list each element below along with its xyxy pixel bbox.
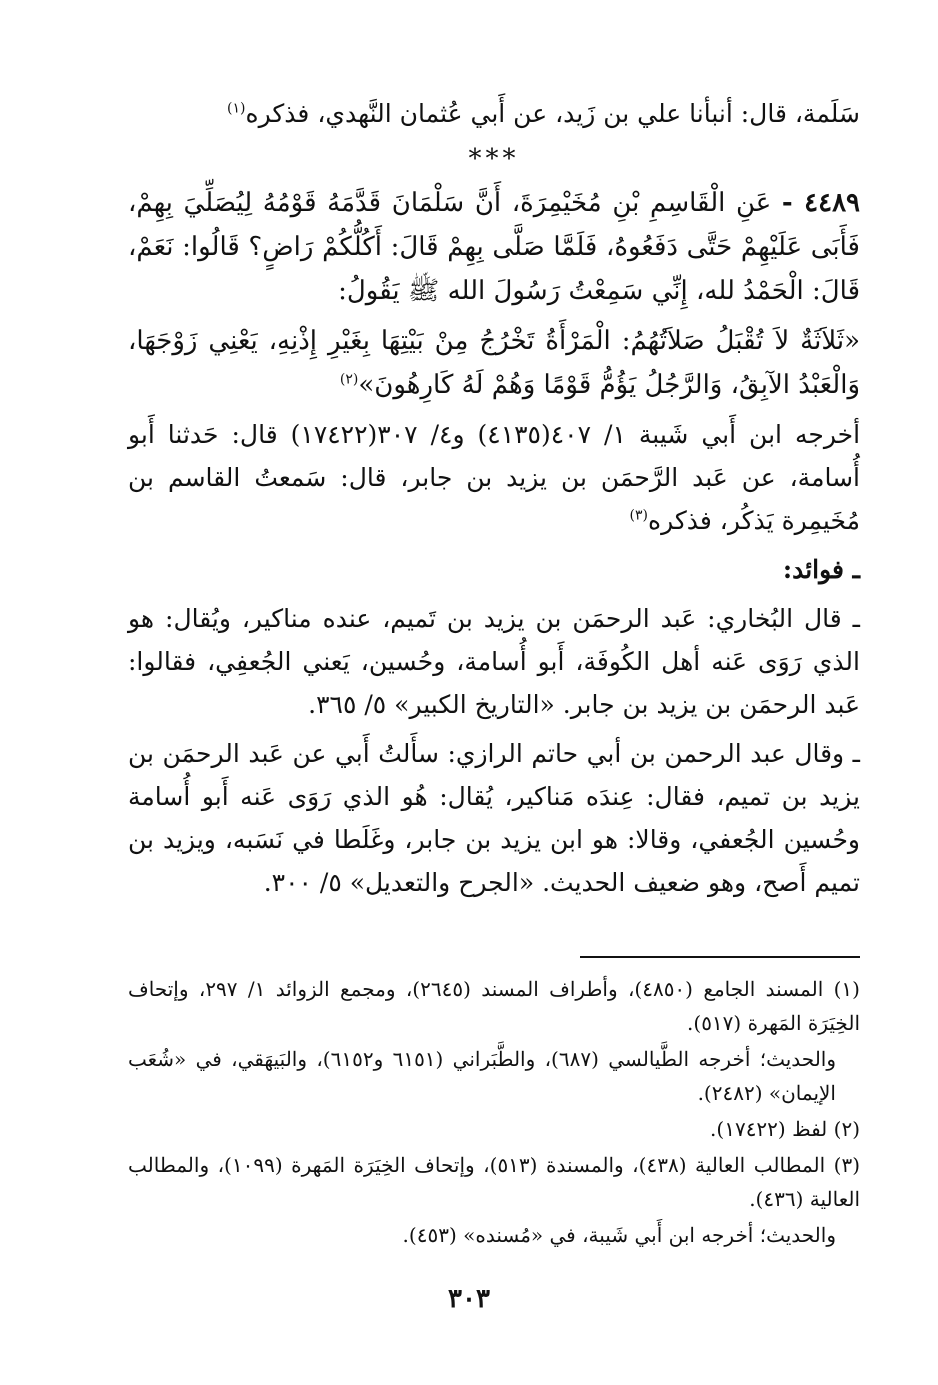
continuation-text: سَلَمة، قال: أنبأنا علي بن زَيد، عن أَبي عُثمان النَّهدي، فذكره: [245, 99, 860, 128]
hadith-body: عَنِ الْقَاسِمِ بْنِ مُخَيْمِرَةَ، أَنَّ سَلْمَانَ قَدَّمَهُ قَوْمُهُ لِيُصَلِّيَ بِهِمْ، فَأَبَى عَلَيْهِمْ حَتَّى دَفَعُوهُ، فَلَمَّا صَلَّى بِهِمْ قَالَ: أَكُلُّكُمْ رَاضٍ؟ قَالُوا: نَعَمْ، قَالَ: الْحَمْدُ لله، إِنِّي سَمِعْتُ رَسُولَ الله ﷺ يَقُولُ:: [128, 188, 860, 306]
continuation-line: [128, 92, 860, 135]
fawaid-heading: ـ فوائد:: [782, 555, 860, 584]
hadith-paragraph: [128, 181, 860, 313]
footnote-ref-2: (٢): [339, 371, 359, 388]
footnotes-block: [128, 972, 860, 1254]
footnote-ref-1: (١): [227, 100, 246, 117]
page-number: ٣٠٣: [448, 1284, 490, 1314]
takhrij-text: أخرجه ابن أَبي شَيبة ١/ ٤٠٧(٤١٣٥) و٤/ ٣٠٧(١٧٤٢٢) قال: حَدثنا أَبو أُسامة، عن عَبد الرَّحمَن بن يزيد بن جابر، قال: سَمعتُ القاسم بن مُخَيمِرة يَذكُر، فذكره: [128, 420, 861, 535]
footnote-3-continuation: والحديث؛ أخرجه ابن أَبي شَيبة، في «مُسنده» (٤٥٣).: [402, 1223, 836, 1247]
abi-hatim-note: ـ وقال عبد الرحمن بن أبي حاتم الرازي: سأَلتُ أَبي عن عَبد الرحمَن بن يزيد بن تميم، فقال: عِندَه مَناكير، يُقال: هُو الذي رَوَى عَنه أَبو أُسامة وحُسين الجُعفي، وقالا: هو ابن يزيد بن جابر، وغَلَطا في نَسَبه، ويزيد بن تميم أَصح، وهو ضعيف الحديث. «الجرح والتعديل» ٥/ ٣٠٠.: [128, 739, 860, 897]
quote-text: «ثَلاَثَةٌ لاَ تُقْبَلُ صَلاَتُهُمُ: الْمَرْأَةُ تَخْرُجُ مِنْ بَيْتِهَا بِغَيْرِ إِذْنِهِ، يَعْنِي زَوْجَهَا، وَالْعَبْدُ الآبِقُ، وَالرَّجُلُ يَؤُمُّ قَوْمًا وَهُمْ لَهُ كَارِهُونَ»: [128, 326, 860, 400]
footnote-3: (٣) المطالب العالية (٤٣٨)، والمسندة (٥١٣)، وإتحاف الخِيَرَة المَهرة (١٠٩٩)، والمطالب العالية (٤٣٦).: [128, 1153, 861, 1211]
hadith-number: ٤٤٨٩ -: [781, 188, 860, 218]
prophetic-quote: [128, 319, 860, 407]
footnote-ref-3: (٣): [629, 507, 648, 524]
footnote-2: (٢) لفظ (١٧٤٢٢).: [710, 1117, 860, 1141]
footnote-1: (١) المسند الجامع (٤٨٥٠)، وأطراف المسند (٢٦٤٥)، ومجمع الزوائد ١/ ٢٩٧، وإتحاف الخِيَرَة المَهرة (٥١٧).: [128, 977, 860, 1035]
bukhari-note: ـ قال البُخاري: عَبد الرحمَن بن يزيد بن تَميم، عنده مناكير، ويُقال: هو الذي رَوَى عَنه أهل الكُوفَة، أَبو أُسامة، وحُسين، يَعني الجُعفِي، فقالوا: عَبد الرحمَن بن يزيد بن جابر. «التاريخ الكبير» ٥/ ٣٦٥.: [128, 604, 861, 719]
footnote-divider: [580, 956, 860, 958]
main-text-block: [128, 92, 860, 910]
section-separator: ***: [468, 144, 520, 174]
takhrij-paragraph: [128, 413, 860, 542]
footnote-1-continuation: والحديث؛ أخرجه الطَّيالسي (٦٨٧)، والطَّبَراني (٦١٥١ و٦١٥٢)، والبَيهَقي، في «شُعَب الإيمان» (٢٤٨٢).: [128, 1047, 837, 1105]
